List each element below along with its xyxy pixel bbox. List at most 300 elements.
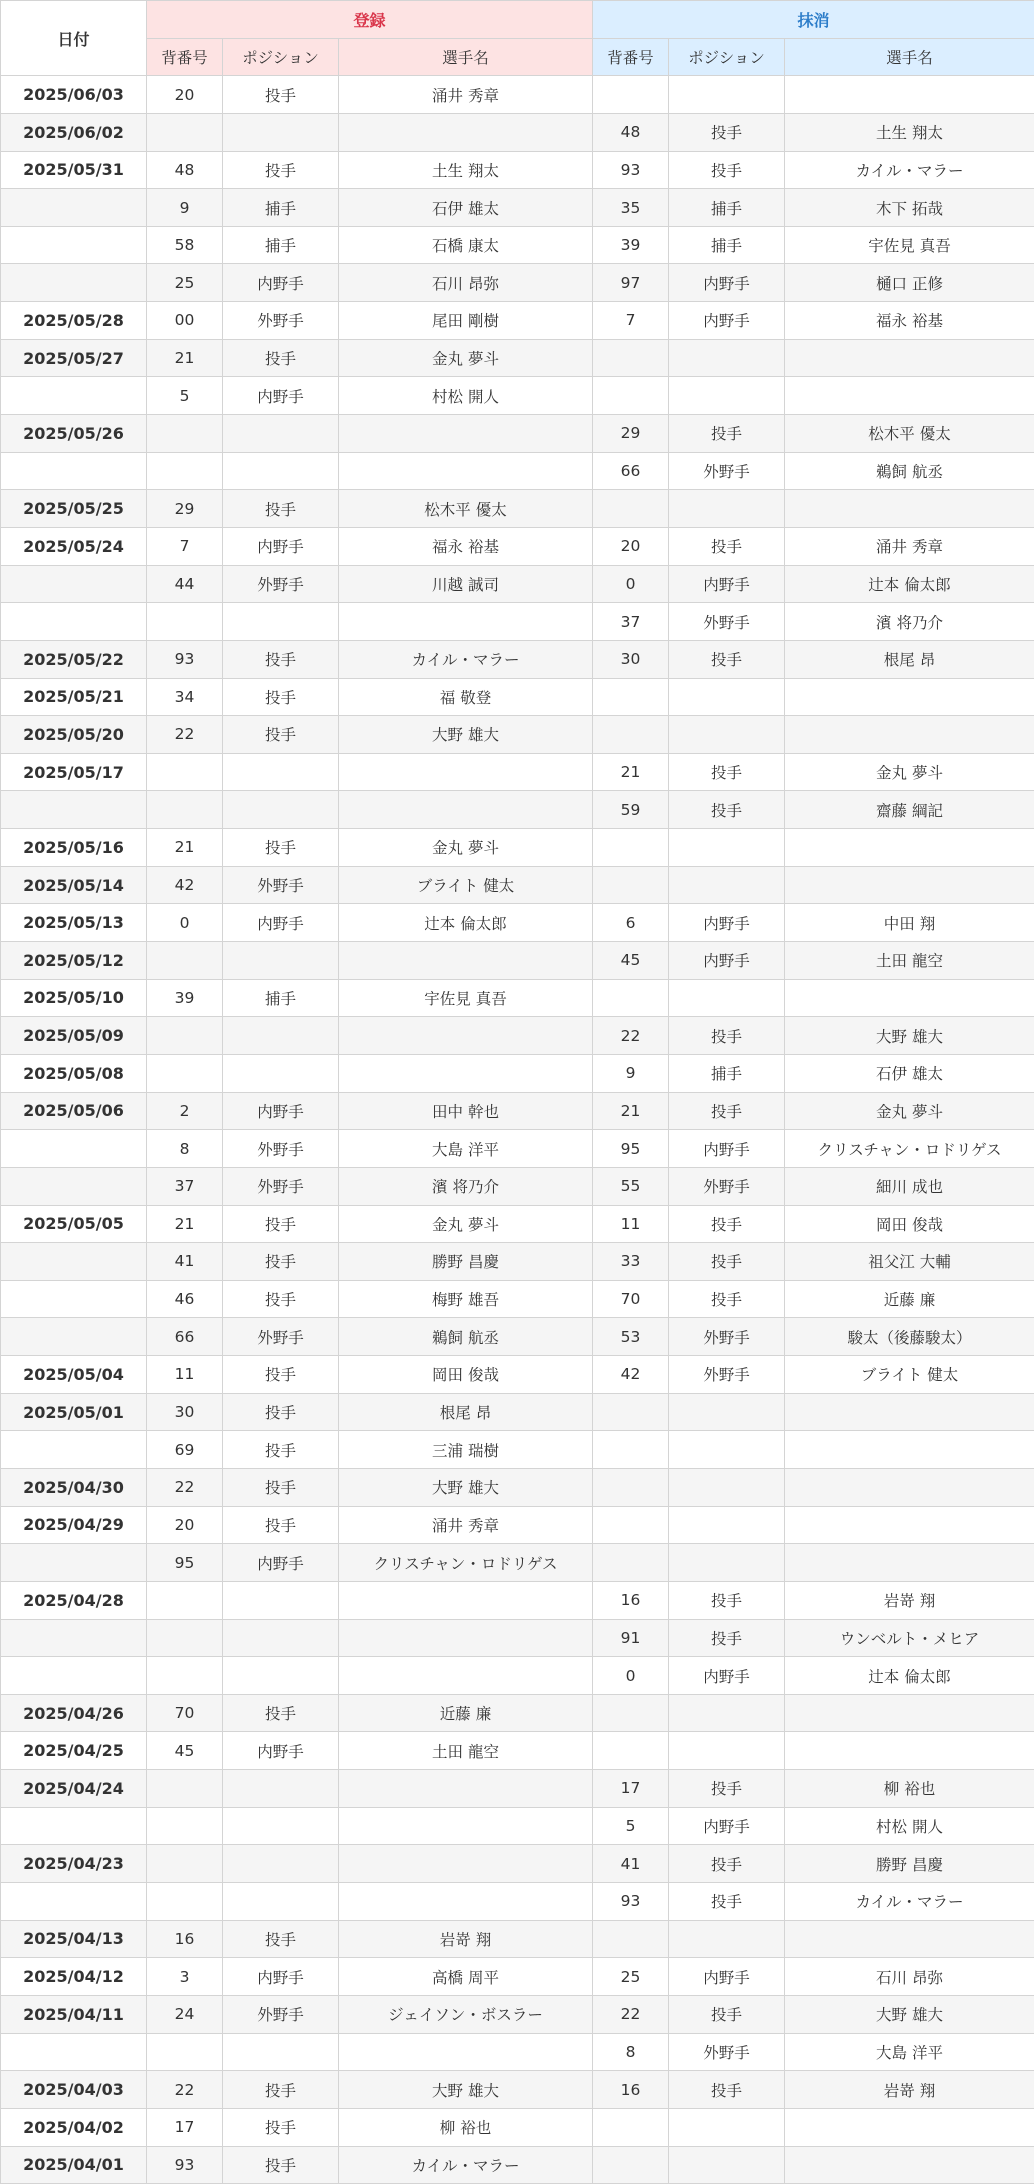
- deregistered-position-cell: [669, 1694, 785, 1732]
- deregistered-player-cell: [785, 829, 1034, 867]
- deregistered-position-cell: 投手: [669, 1280, 785, 1318]
- deregistered-player-cell: 柳 裕也: [785, 1770, 1034, 1808]
- registered-position-cell: 投手: [223, 151, 339, 189]
- registered-position-cell: 投手: [223, 2146, 339, 2184]
- date-cell: 2025/05/31: [1, 151, 147, 189]
- table-row: [1, 829, 1034, 867]
- deregistered-number-cell: 39: [593, 226, 669, 264]
- deregistered-player-cell: 岩嵜 翔: [785, 2071, 1034, 2109]
- registered-position-cell: 内野手: [223, 1732, 339, 1770]
- deregistered-position-cell: 投手: [669, 1883, 785, 1921]
- registered-player-cell: 土田 龍空: [339, 1732, 593, 1770]
- table-row: [1, 1807, 1034, 1845]
- date-cell: 2025/04/03: [1, 2071, 147, 2109]
- deregistered-player-cell: [785, 76, 1034, 114]
- registered-player-cell: 金丸 夢斗: [339, 339, 593, 377]
- deregistered-number-cell: [593, 377, 669, 415]
- registered-number-cell: [147, 415, 223, 453]
- date-cell: 2025/05/25: [1, 490, 147, 528]
- date-cell: 2025/05/27: [1, 339, 147, 377]
- deregistered-position-cell: [669, 678, 785, 716]
- table-row: [1, 1883, 1034, 1921]
- registered-position-cell: 内野手: [223, 377, 339, 415]
- registered-number-cell: 00: [147, 302, 223, 340]
- deregistered-position-cell: 投手: [669, 1619, 785, 1657]
- registered-number-cell: 5: [147, 377, 223, 415]
- date-header: 日付: [1, 1, 147, 76]
- registered-position-cell: [223, 1845, 339, 1883]
- registered-number-cell: 17: [147, 2108, 223, 2146]
- registered-position-cell: 投手: [223, 1205, 339, 1243]
- deregistered-number-cell: [593, 1544, 669, 1582]
- date-cell: 2025/04/02: [1, 2108, 147, 2146]
- table-row: [1, 791, 1034, 829]
- date-cell: 2025/04/30: [1, 1468, 147, 1506]
- registered-position-cell: 投手: [223, 640, 339, 678]
- registered-number-cell: 70: [147, 1694, 223, 1732]
- date-cell: 2025/05/01: [1, 1393, 147, 1431]
- date-cell: [1, 1619, 147, 1657]
- deregistered-number-cell: [593, 678, 669, 716]
- deregistered-player-cell: ウンベルト・メヒア: [785, 1619, 1034, 1657]
- date-cell: [1, 1167, 147, 1205]
- registered-player-cell: [339, 791, 593, 829]
- date-cell: [1, 1280, 147, 1318]
- table-row: [1, 377, 1034, 415]
- registered-number-cell: 21: [147, 339, 223, 377]
- registered-position-cell: [223, 1807, 339, 1845]
- registered-number-cell: 45: [147, 1732, 223, 1770]
- deregistered-player-cell: 金丸 夢斗: [785, 753, 1034, 791]
- deregistered-player-cell: 勝野 昌慶: [785, 1845, 1034, 1883]
- registered-position-cell: 投手: [223, 1431, 339, 1469]
- date-cell: [1, 1318, 147, 1356]
- registered-number-cell: 22: [147, 716, 223, 754]
- table-row: [1, 264, 1034, 302]
- registered-player-cell: [339, 1883, 593, 1921]
- registered-position-cell: [223, 452, 339, 490]
- deregistered-player-header: 選手名: [785, 38, 1034, 76]
- date-cell: 2025/05/08: [1, 1054, 147, 1092]
- registered-number-cell: [147, 1657, 223, 1695]
- deregistered-player-cell: カイル・マラー: [785, 1883, 1034, 1921]
- deregistered-position-cell: 外野手: [669, 603, 785, 641]
- deregistered-player-cell: 祖父江 大輔: [785, 1243, 1034, 1281]
- deregistered-number-header: 背番号: [593, 38, 669, 76]
- date-cell: 2025/05/14: [1, 866, 147, 904]
- deregistered-number-cell: 16: [593, 1581, 669, 1619]
- registered-player-cell: 勝野 昌慶: [339, 1243, 593, 1281]
- registered-player-cell: 柳 裕也: [339, 2108, 593, 2146]
- registered-position-header: ポジション: [223, 38, 339, 76]
- deregistered-number-cell: 93: [593, 151, 669, 189]
- deregistered-position-cell: 投手: [669, 2071, 785, 2109]
- table-row: [1, 1544, 1034, 1582]
- deregistered-number-cell: [593, 979, 669, 1017]
- registered-player-cell: 梅野 雄吾: [339, 1280, 593, 1318]
- registered-position-cell: 投手: [223, 716, 339, 754]
- registered-position-cell: 投手: [223, 1393, 339, 1431]
- registered-player-cell: ジェイソン・ボスラー: [339, 1995, 593, 2033]
- registered-position-cell: [223, 1770, 339, 1808]
- deregistered-player-cell: 涌井 秀章: [785, 527, 1034, 565]
- registered-position-cell: 投手: [223, 490, 339, 528]
- deregistered-player-cell: 濱 将乃介: [785, 603, 1034, 641]
- deregistered-header: 抹消: [593, 1, 1034, 39]
- registered-position-cell: [223, 113, 339, 151]
- registered-position-cell: [223, 415, 339, 453]
- registered-position-cell: 投手: [223, 76, 339, 114]
- registered-position-cell: 投手: [223, 1694, 339, 1732]
- registered-position-cell: 投手: [223, 1356, 339, 1394]
- registered-player-cell: 近藤 廉: [339, 1694, 593, 1732]
- registered-position-cell: 内野手: [223, 904, 339, 942]
- date-cell: 2025/05/17: [1, 753, 147, 791]
- table-row: [1, 1920, 1034, 1958]
- deregistered-position-cell: [669, 716, 785, 754]
- registered-number-cell: [147, 1581, 223, 1619]
- deregistered-position-cell: 投手: [669, 415, 785, 453]
- deregistered-player-cell: [785, 2146, 1034, 2184]
- deregistered-player-cell: [785, 866, 1034, 904]
- deregistered-player-cell: [785, 1506, 1034, 1544]
- deregistered-position-cell: 捕手: [669, 226, 785, 264]
- deregistered-number-cell: 9: [593, 1054, 669, 1092]
- date-cell: [1, 226, 147, 264]
- table-row: [1, 942, 1034, 980]
- registered-number-cell: [147, 1619, 223, 1657]
- registered-position-cell: 投手: [223, 1280, 339, 1318]
- deregistered-position-cell: [669, 2108, 785, 2146]
- deregistered-number-cell: 30: [593, 640, 669, 678]
- deregistered-player-cell: [785, 339, 1034, 377]
- registered-position-cell: 投手: [223, 2108, 339, 2146]
- deregistered-number-cell: 33: [593, 1243, 669, 1281]
- table-row: [1, 2071, 1034, 2109]
- deregistered-player-cell: [785, 1544, 1034, 1582]
- registered-position-cell: 外野手: [223, 1167, 339, 1205]
- table-row: [1, 1054, 1034, 1092]
- registered-player-cell: 田中 幹也: [339, 1092, 593, 1130]
- date-cell: 2025/05/26: [1, 415, 147, 453]
- registered-position-cell: 捕手: [223, 226, 339, 264]
- registered-player-cell: [339, 1770, 593, 1808]
- registered-number-cell: [147, 452, 223, 490]
- registered-player-cell: 大島 洋平: [339, 1130, 593, 1168]
- registered-position-cell: [223, 1017, 339, 1055]
- table-row: [1, 1280, 1034, 1318]
- deregistered-number-cell: [593, 2146, 669, 2184]
- registered-player-cell: クリスチャン・ロドリゲス: [339, 1544, 593, 1582]
- deregistered-player-cell: 齋藤 綱記: [785, 791, 1034, 829]
- deregistered-number-cell: 5: [593, 1807, 669, 1845]
- registered-position-cell: 内野手: [223, 1958, 339, 1996]
- date-cell: 2025/05/12: [1, 942, 147, 980]
- registered-player-cell: 岩嵜 翔: [339, 1920, 593, 1958]
- registered-player-cell: 川越 誠司: [339, 565, 593, 603]
- registered-number-cell: 41: [147, 1243, 223, 1281]
- deregistered-position-cell: 投手: [669, 791, 785, 829]
- registered-number-cell: 22: [147, 2071, 223, 2109]
- registered-position-cell: [223, 1657, 339, 1695]
- deregistered-player-cell: 大野 雄大: [785, 1017, 1034, 1055]
- date-cell: 2025/06/03: [1, 76, 147, 114]
- registered-position-cell: [223, 753, 339, 791]
- deregistered-number-cell: [593, 1431, 669, 1469]
- table-row: [1, 1619, 1034, 1657]
- registered-player-cell: [339, 753, 593, 791]
- registered-player-cell: [339, 1807, 593, 1845]
- table-row: [1, 2146, 1034, 2184]
- deregistered-position-cell: 投手: [669, 1205, 785, 1243]
- deregistered-player-cell: 大野 雄大: [785, 1995, 1034, 2033]
- deregistered-player-cell: 大島 洋平: [785, 2033, 1034, 2071]
- date-cell: 2025/05/13: [1, 904, 147, 942]
- table-row: [1, 302, 1034, 340]
- deregistered-position-cell: [669, 1393, 785, 1431]
- deregistered-number-cell: 22: [593, 1995, 669, 2033]
- table-row: [1, 678, 1034, 716]
- deregistered-position-cell: [669, 1920, 785, 1958]
- registered-number-cell: 8: [147, 1130, 223, 1168]
- deregistered-position-cell: 内野手: [669, 942, 785, 980]
- table-row: [1, 452, 1034, 490]
- deregistered-player-cell: 木下 拓哉: [785, 189, 1034, 227]
- deregistered-player-cell: [785, 1431, 1034, 1469]
- registered-number-cell: 7: [147, 527, 223, 565]
- registered-player-cell: [339, 1657, 593, 1695]
- registered-number-cell: 39: [147, 979, 223, 1017]
- deregistered-number-cell: [593, 829, 669, 867]
- registered-player-cell: 福 敬登: [339, 678, 593, 716]
- registered-position-cell: [223, 1581, 339, 1619]
- registered-number-cell: 44: [147, 565, 223, 603]
- deregistered-position-cell: [669, 490, 785, 528]
- deregistered-number-cell: 70: [593, 1280, 669, 1318]
- deregistered-position-cell: [669, 339, 785, 377]
- registered-position-cell: 内野手: [223, 1544, 339, 1582]
- registered-player-cell: 涌井 秀章: [339, 76, 593, 114]
- registered-player-cell: [339, 1619, 593, 1657]
- registered-number-cell: [147, 2033, 223, 2071]
- deregistered-position-cell: 内野手: [669, 302, 785, 340]
- deregistered-number-cell: 25: [593, 1958, 669, 1996]
- registered-player-cell: 岡田 俊哉: [339, 1356, 593, 1394]
- deregistered-player-cell: ブライト 健太: [785, 1356, 1034, 1394]
- deregistered-number-cell: [593, 76, 669, 114]
- table-row: [1, 189, 1034, 227]
- registered-position-cell: 内野手: [223, 527, 339, 565]
- table-row: [1, 1318, 1034, 1356]
- deregistered-position-cell: [669, 979, 785, 1017]
- registered-player-cell: 三浦 瑞樹: [339, 1431, 593, 1469]
- deregistered-number-cell: [593, 1920, 669, 1958]
- table-row: [1, 113, 1034, 151]
- deregistered-number-cell: 6: [593, 904, 669, 942]
- deregistered-position-cell: [669, 1431, 785, 1469]
- deregistered-number-cell: 91: [593, 1619, 669, 1657]
- deregistered-number-cell: 37: [593, 603, 669, 641]
- date-cell: [1, 1883, 147, 1921]
- table-row: [1, 1468, 1034, 1506]
- deregistered-number-cell: 22: [593, 1017, 669, 1055]
- deregistered-position-cell: 内野手: [669, 1130, 785, 1168]
- date-cell: [1, 1657, 147, 1695]
- registered-position-cell: 投手: [223, 1243, 339, 1281]
- table-row: [1, 1506, 1034, 1544]
- table-row: [1, 490, 1034, 528]
- deregistered-number-cell: 29: [593, 415, 669, 453]
- date-cell: [1, 603, 147, 641]
- date-cell: [1, 189, 147, 227]
- date-cell: 2025/06/02: [1, 113, 147, 151]
- deregistered-number-cell: [593, 1393, 669, 1431]
- deregistered-player-cell: 駿太（後藤駿太）: [785, 1318, 1034, 1356]
- registered-player-cell: 松木平 優太: [339, 490, 593, 528]
- deregistered-position-cell: 内野手: [669, 904, 785, 942]
- registered-player-cell: [339, 415, 593, 453]
- table-row: [1, 1581, 1034, 1619]
- deregistered-number-cell: [593, 2108, 669, 2146]
- deregistered-position-cell: 内野手: [669, 1657, 785, 1695]
- table-row: [1, 226, 1034, 264]
- deregistered-position-cell: 捕手: [669, 189, 785, 227]
- deregistered-number-cell: 21: [593, 753, 669, 791]
- deregistered-number-cell: [593, 866, 669, 904]
- date-cell: 2025/05/24: [1, 527, 147, 565]
- deregistered-position-cell: 外野手: [669, 1356, 785, 1394]
- registered-player-cell: 石川 昂弥: [339, 264, 593, 302]
- deregistered-position-cell: [669, 76, 785, 114]
- date-cell: 2025/05/21: [1, 678, 147, 716]
- deregistered-position-cell: [669, 866, 785, 904]
- deregistered-player-cell: [785, 1468, 1034, 1506]
- registered-position-cell: 投手: [223, 1506, 339, 1544]
- registered-player-cell: 石橋 康太: [339, 226, 593, 264]
- registered-position-cell: 投手: [223, 829, 339, 867]
- registered-number-cell: 58: [147, 226, 223, 264]
- date-cell: 2025/04/12: [1, 1958, 147, 1996]
- table-row: [1, 716, 1034, 754]
- deregistered-position-cell: 内野手: [669, 264, 785, 302]
- table-row: [1, 1732, 1034, 1770]
- table-row: [1, 1657, 1034, 1695]
- registered-number-cell: 22: [147, 1468, 223, 1506]
- table-row: [1, 1995, 1034, 2033]
- table-row: [1, 2033, 1034, 2071]
- registered-position-cell: [223, 1883, 339, 1921]
- registered-player-cell: ブライト 健太: [339, 866, 593, 904]
- deregistered-position-header: ポジション: [669, 38, 785, 76]
- deregistered-player-cell: 土生 翔太: [785, 113, 1034, 151]
- date-cell: 2025/04/23: [1, 1845, 147, 1883]
- deregistered-position-cell: 内野手: [669, 565, 785, 603]
- registered-player-cell: [339, 113, 593, 151]
- deregistered-player-cell: 宇佐見 真吾: [785, 226, 1034, 264]
- registered-player-cell: [339, 942, 593, 980]
- deregistered-player-cell: [785, 1920, 1034, 1958]
- registered-player-cell: 根尾 昂: [339, 1393, 593, 1431]
- date-cell: 2025/05/16: [1, 829, 147, 867]
- table-row: [1, 1167, 1034, 1205]
- deregistered-position-cell: 投手: [669, 1581, 785, 1619]
- deregistered-number-cell: [593, 490, 669, 528]
- deregistered-player-cell: [785, 2108, 1034, 2146]
- deregistered-player-cell: 細川 成也: [785, 1167, 1034, 1205]
- registered-number-cell: [147, 942, 223, 980]
- registered-number-cell: 48: [147, 151, 223, 189]
- deregistered-player-cell: 石伊 雄太: [785, 1054, 1034, 1092]
- deregistered-position-cell: [669, 1506, 785, 1544]
- registered-number-cell: [147, 1845, 223, 1883]
- registered-position-cell: 外野手: [223, 866, 339, 904]
- registered-number-cell: 0: [147, 904, 223, 942]
- deregistered-number-cell: 95: [593, 1130, 669, 1168]
- registered-player-cell: 宇佐見 真吾: [339, 979, 593, 1017]
- table-row: [1, 1958, 1034, 1996]
- registered-number-cell: [147, 1017, 223, 1055]
- registered-position-cell: 内野手: [223, 264, 339, 302]
- registered-position-cell: 外野手: [223, 1130, 339, 1168]
- registered-number-cell: 21: [147, 829, 223, 867]
- deregistered-number-cell: 8: [593, 2033, 669, 2071]
- registered-number-cell: [147, 753, 223, 791]
- registered-number-cell: 21: [147, 1205, 223, 1243]
- table-row: [1, 1845, 1034, 1883]
- deregistered-number-cell: 7: [593, 302, 669, 340]
- registered-position-cell: [223, 1619, 339, 1657]
- deregistered-position-cell: 外野手: [669, 452, 785, 490]
- registered-number-cell: 24: [147, 1995, 223, 2033]
- table-row: [1, 151, 1034, 189]
- registered-number-cell: 20: [147, 1506, 223, 1544]
- table-row: [1, 753, 1034, 791]
- deregistered-position-cell: 内野手: [669, 1807, 785, 1845]
- registered-player-cell: 土生 翔太: [339, 151, 593, 189]
- registered-position-cell: [223, 791, 339, 829]
- registered-number-cell: [147, 113, 223, 151]
- deregistered-player-cell: [785, 979, 1034, 1017]
- table-row: [1, 1017, 1034, 1055]
- deregistered-player-cell: 福永 裕基: [785, 302, 1034, 340]
- deregistered-number-cell: 66: [593, 452, 669, 490]
- table-row: [1, 1092, 1034, 1130]
- deregistered-player-cell: [785, 678, 1034, 716]
- deregistered-number-cell: 93: [593, 1883, 669, 1921]
- table-row: [1, 979, 1034, 1017]
- registered-position-cell: [223, 2033, 339, 2071]
- registered-player-cell: [339, 452, 593, 490]
- deregistered-position-cell: 投手: [669, 1092, 785, 1130]
- registered-position-cell: 投手: [223, 2071, 339, 2109]
- registered-position-cell: 内野手: [223, 1092, 339, 1130]
- registered-position-cell: 投手: [223, 1920, 339, 1958]
- date-cell: 2025/04/11: [1, 1995, 147, 2033]
- table-row: [1, 1205, 1034, 1243]
- deregistered-number-cell: 17: [593, 1770, 669, 1808]
- deregistered-position-cell: [669, 1732, 785, 1770]
- deregistered-number-cell: 48: [593, 113, 669, 151]
- registered-number-cell: 30: [147, 1393, 223, 1431]
- deregistered-position-cell: 投手: [669, 640, 785, 678]
- deregistered-player-cell: 辻本 倫太郎: [785, 1657, 1034, 1695]
- deregistered-number-cell: 20: [593, 527, 669, 565]
- registered-position-cell: 投手: [223, 678, 339, 716]
- registered-position-cell: 捕手: [223, 189, 339, 227]
- date-cell: [1, 1130, 147, 1168]
- registered-number-cell: 69: [147, 1431, 223, 1469]
- deregistered-position-cell: 投手: [669, 1845, 785, 1883]
